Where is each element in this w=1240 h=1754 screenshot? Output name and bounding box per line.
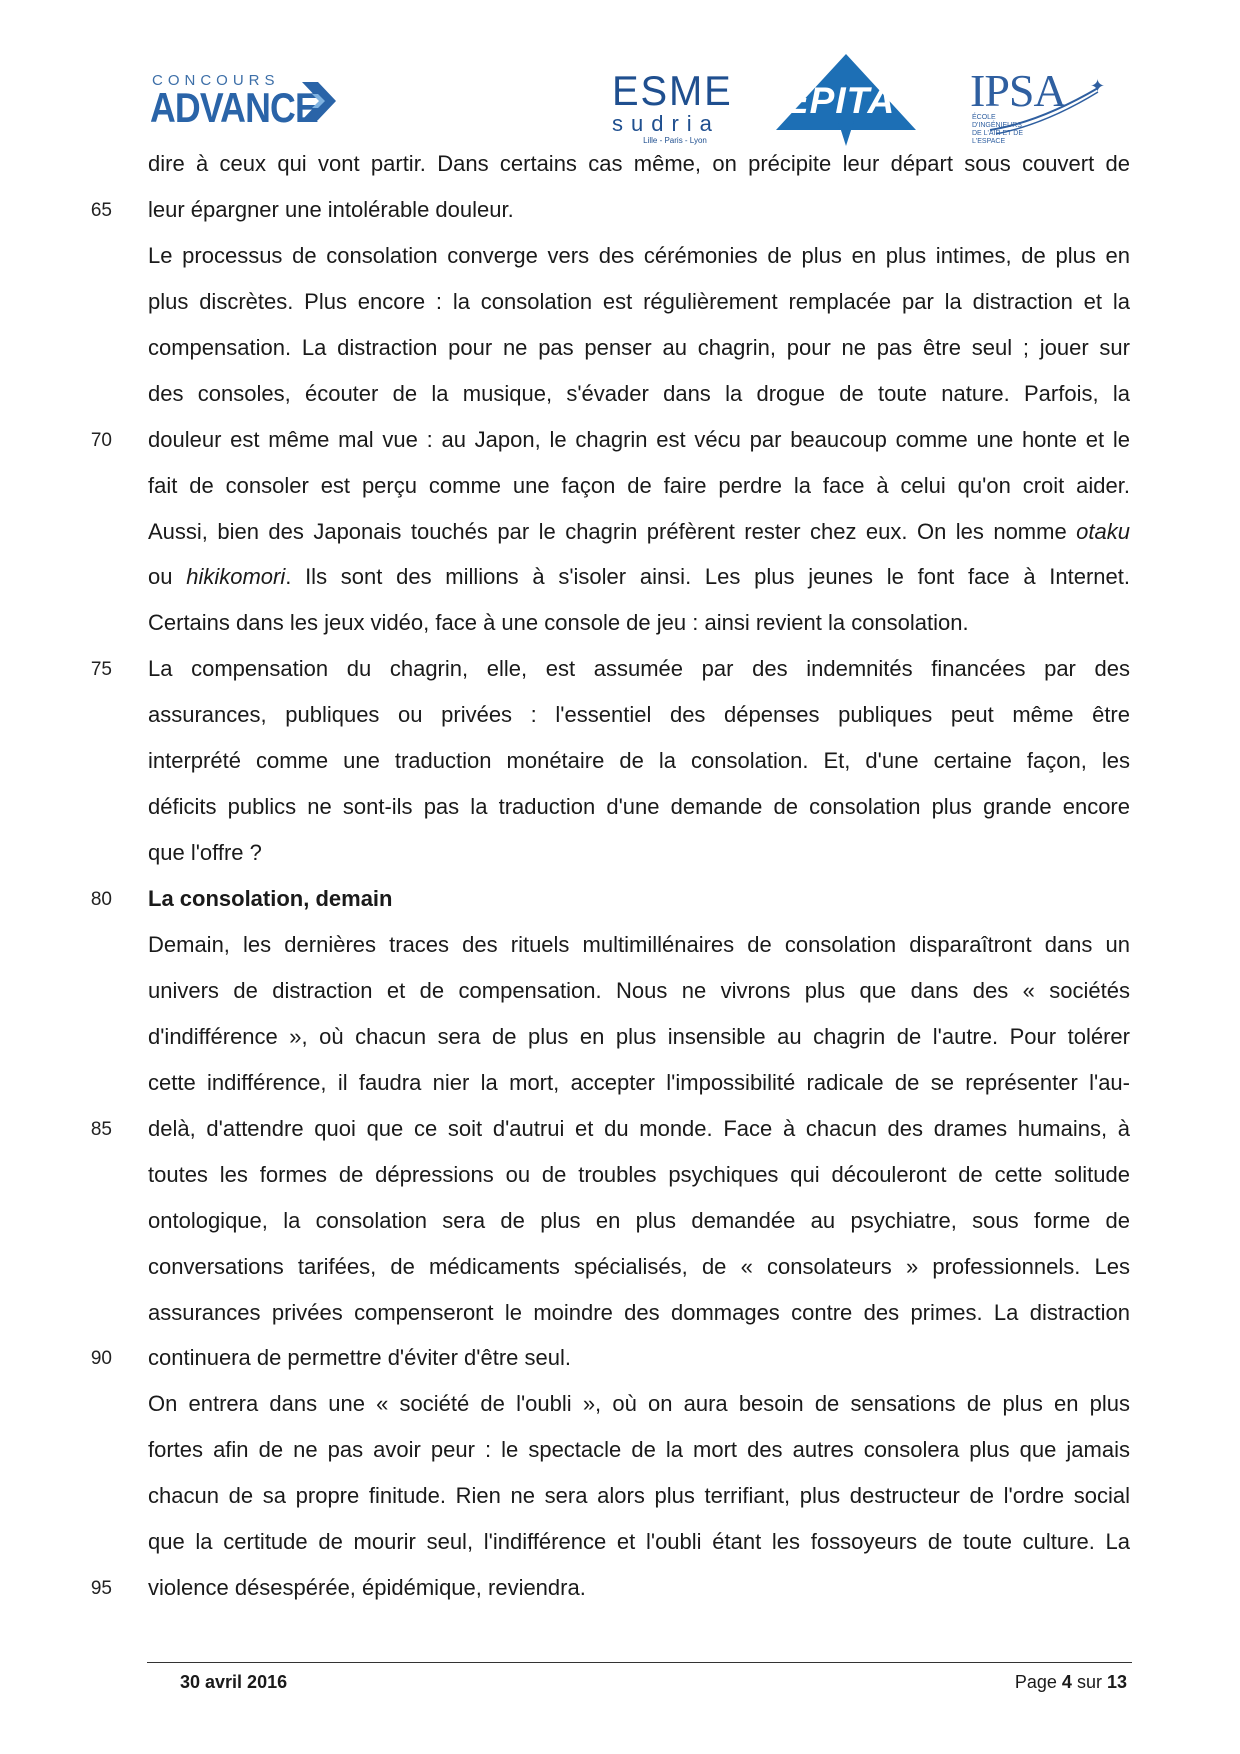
text-line: On entrera dans une « société de l'oubli », où on aura besoin de sensations de plus en plus [148,1391,1130,1416]
italic-term: otaku [1076,519,1130,544]
concours-advance-logo [150,72,340,142]
text-line: compensation. La distraction pour ne pas penser au chagrin, pour ne pas être seul ; jouer sur [148,335,1130,360]
epita-logo-name: EPITA [784,80,896,121]
text-line: delà, d'attendre quoi que ce soit d'autrui et du monde. Face à chacun des drames humains, à [148,1116,1130,1141]
advance-logo-main-text: ADVANCE [150,84,318,131]
text-line: Demain, les dernières traces des rituels multimillénaires de consolation disparaîtront dans un [148,932,1130,957]
ipsa-logo-tagline: ÉCOLE D'INGÉNIEURS DE L'AIR ET DE L'ESPACE [972,114,1023,145]
footer-page-total: 13 [1106,1672,1127,1692]
text-line: La compensation du chagrin, elle, est assumée par des indemnités financées par des [148,656,1130,681]
esme-logo-name: ESME [612,67,733,114]
text-line: fait de consoler est perçu comme une façon de faire perdre la face à celui qu'on croit aider. [148,473,1130,498]
footer-rule [147,1662,1132,1663]
text-line: univers de distraction et de compensation. Nous ne vivrons plus que dans des « sociétés [148,978,1130,1003]
esme-logo-sub: sudria [612,111,720,136]
text-line: assurances, publiques ou privées : l'essentiel des dépenses publiques peut même être [148,702,1130,727]
line-number: 95 [90,1578,112,1599]
esme-logo-cities: Lille - Paris - Lyon [643,136,707,145]
advance-logo-top-text: CONCOURS [152,72,280,89]
text-line [148,517,1130,547]
esme-sudria-logo [612,67,738,145]
text-line: Le processus de consolation converge vers des cérémonies de plus en plus intimes, de plus en [148,243,1130,268]
text-line: violence désespérée, épidémique, reviendra. [148,1575,586,1600]
text-line [148,562,1130,592]
advance-chevron-icon [298,76,338,126]
text-line: toutes les formes de dépressions ou de troubles psychiques qui découleront de cette solitude [148,1162,1130,1187]
text-line-body: . Ils sont des millions à s'isoler ainsi. Les plus jeunes le font face à Internet. [285,564,1130,589]
line-number: 90 [90,1348,112,1369]
line-number: 65 [90,200,112,221]
text-line: douleur est même mal vue : au Japon, le chagrin est vécu par beaucoup comme une honte et le [148,427,1130,452]
text-line: plus discrètes. Plus encore : la consolation est régulièrement remplacée par la distraction et la [148,289,1130,314]
text-line: interprété comme une traduction monétaire de la consolation. Et, d'une certaine façon, les [148,748,1130,773]
line-number: 75 [90,659,112,680]
footer-page-current: 4 [1061,1672,1072,1692]
footer-page-of: sur [1076,1672,1102,1692]
text-line: cette indifférence, il faudra nier la mort, accepter l'impossibilité radicale de se représenter l'au- [148,1070,1130,1095]
ipsa-logo-name: IPSA [970,65,1066,116]
text-line: des consoles, écouter de la musique, s'évader dans la drogue de toute nature. Parfois, la [148,381,1130,406]
page-header [0,0,1240,150]
line-number: 80 [90,889,112,910]
section-heading: La consolation, demain [148,886,393,911]
footer-page-number [1015,1670,1127,1694]
text-line: déficits publics ne sont-ils pas la traduction d'une demande de consolation plus grande encore [148,794,1130,819]
text-line: Certains dans les jeux vidéo, face à une console de jeu : ainsi revient la consolation. [148,610,969,635]
text-line: d'indifférence », où chacun sera de plus en plus insensible au chagrin de l'autre. Pour tolérer [148,1024,1130,1049]
svg-text:✦: ✦ [1090,76,1106,97]
italic-term: hikikomori [186,564,286,589]
text-line: dire à ceux qui vont partir. Dans certains cas même, on précipite leur départ sous couvert de [148,151,1130,176]
line-number: 70 [90,430,112,451]
ipsa-orbit-icon [970,62,1110,152]
text-line-body: Aussi, bien des Japonais touchés par le chagrin préfèrent rester chez eux. On les nomme [148,519,1067,544]
line-number: 85 [90,1119,112,1140]
text-line: conversations tarifées, de médicaments spécialisés, de « consolateurs » professionnels. Les [148,1254,1130,1279]
footer-page-label: Page [1014,1672,1057,1692]
text-line-prefix: ou [148,564,187,589]
text-line: leur épargner une intolérable douleur. [148,197,514,222]
text-line: que l'offre ? [148,840,262,865]
text-line: que la certitude de mourir seul, l'indifférence et l'oubli étant les fossoyeurs de toute culture. La [148,1529,1130,1554]
ipsa-logo [970,62,1110,152]
text-line: ontologique, la consolation sera de plus en plus demandée au psychiatre, sous forme de [148,1208,1130,1233]
text-line: fortes afin de ne pas avoir peur : le spectacle de la mort des autres consolera plus que jamais [148,1437,1130,1462]
text-line: assurances privées compenseront le moindre des dommages contre des primes. La distraction [148,1300,1130,1325]
footer-date: 30 avril 2016 [180,1672,288,1692]
epita-logo [776,54,916,150]
text-line: continuera de permettre d'éviter d'être seul. [148,1345,571,1370]
text-line: chacun de sa propre finitude. Rien ne sera alors plus terrifiant, plus destructeur de l'ordre social [148,1483,1130,1508]
